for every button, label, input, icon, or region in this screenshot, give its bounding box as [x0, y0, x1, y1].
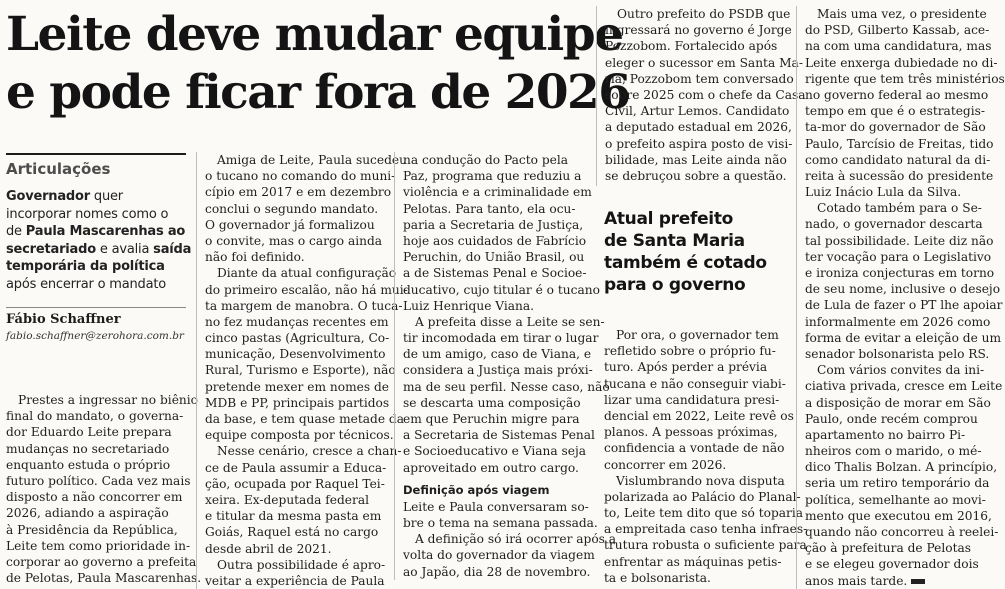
body-column-3 [394, 152, 617, 580]
text-line: a Secretaria de Sistemas Penal [403, 428, 595, 443]
text-line: a disposição de morar em São [805, 395, 991, 410]
summary-emphasis: Paula Mascarenhas ao [25, 224, 186, 239]
text-line: bilidade, mas Leite ainda não [605, 152, 787, 167]
text-line: ce de Paula assumir a Educa- [205, 460, 387, 475]
pull-quote [604, 208, 784, 296]
text-line: na condução do Pacto pela [403, 153, 569, 167]
summary-text: de [6, 224, 26, 239]
pull-quote-line: Atual prefeito [604, 209, 734, 229]
text-line: Leite enxerga dubiedade no di- [805, 55, 998, 70]
text-line: apartamento no bairro Pi- [805, 427, 966, 442]
text-line: ingressará no governo é Jorge [605, 23, 792, 38]
text-line: Pelotas. Para tanto, ela ocu- [403, 201, 576, 216]
headline-line: e pode ficar fora de 2026 [6, 65, 630, 120]
byline [6, 307, 186, 342]
text-line: conclui o segundo mandato. [205, 201, 379, 216]
text-line: a de Sistemas Penal e Socioe- [403, 266, 587, 281]
text-line: de seu nome, inclusive o desejo [805, 282, 1001, 297]
text-line: e titular da mesma pasta em [205, 509, 382, 524]
text-line: o tucano no comando do muni- [205, 169, 396, 184]
text-line: forma de evitar a eleição de um [805, 330, 1002, 345]
section-label: Articulações [6, 153, 186, 180]
text-line: anos mais tarde. [805, 573, 1003, 589]
text-line: ciativa privada, cresce em Leite [805, 379, 1003, 394]
text-line: como candidato natural da di- [805, 152, 991, 167]
text-line: informalmente em 2026 como [805, 314, 991, 329]
text-line: xeira. Ex-deputada federal [205, 492, 369, 507]
text-line: e Socioeducativo e Viana seja [403, 444, 587, 459]
text-line: equipe composta por técnicos. [205, 428, 394, 443]
summary-line [6, 223, 186, 241]
text-line: no fez mudanças recentes em [205, 314, 389, 329]
text-line: trutura robusta o suficiente para [604, 538, 807, 553]
text-line: dencial em 2022, Leite revê os [604, 408, 794, 423]
text-line: rigente que tem três ministérios [805, 71, 1005, 86]
text-line: pretende mexer em nomes de [205, 379, 389, 394]
summary-text: incorporar nomes como o [6, 206, 169, 222]
text-line: o prefeito aspira posto de visi- [605, 136, 793, 151]
text-line: aproveitado em outro cargo. [403, 460, 579, 475]
text-line: nado, o governador descarta [805, 217, 983, 232]
text-line: de Lula de fazer o PT lhe apoiar [805, 298, 1003, 313]
body-column-1 [6, 392, 202, 586]
text-line: confidencia a vontade de não [604, 441, 785, 456]
text-line: 2026, adiando a aspiração [6, 506, 169, 521]
text-line: paria a Secretaria de Justiça, [403, 217, 584, 232]
text-line: hoje aos cuidados de Fabrício [403, 233, 587, 248]
summary-emphasis: temporária da política [6, 259, 165, 274]
text-line: Nesse cenário, cresce a chan- [217, 444, 402, 459]
text-line: à Presidência da República, [6, 522, 178, 537]
text-line: quando não concorreu à reelei- [805, 525, 999, 539]
summary-text: quer [89, 189, 123, 204]
pull-quote-line: de Santa Maria [604, 231, 745, 251]
text-line: polarizada ao Palácio do Planal- [604, 489, 801, 504]
text-line: do PSD, Gilberto Kassab, ace- [805, 23, 990, 38]
summary-text: após encerrar o mandato [6, 276, 166, 292]
headline [6, 6, 630, 122]
author-name: Fábio Schaffner [6, 312, 121, 327]
text-line: de Pelotas, Paula Mascarenhas. [6, 571, 202, 586]
text-line: tucana e não conseguir viabi- [604, 376, 786, 391]
text-line: Amiga de Leite, Paula sucedeu [217, 153, 407, 167]
text-line: bre o tema na semana passada. [403, 515, 598, 530]
text-line: Paulo, onde recém comprou [805, 411, 978, 426]
text-line: desde abril de 2021. [205, 541, 332, 556]
summary-line [6, 258, 186, 276]
text-line: mento que executou em 2016, [805, 508, 992, 523]
text-line: Com vários convites da ini- [817, 363, 985, 378]
end-of-article-mark [911, 579, 925, 584]
text-line: volta do governador da viagem [403, 548, 595, 563]
text-line: nheiros com o marido, o mé- [805, 444, 982, 459]
text-line: sobre 2025 com o chefe da Casa [605, 87, 806, 102]
text-line: Paulo, Tarcísio de Freitas, tido [805, 136, 994, 151]
text-line: Diante da atual configuração [217, 266, 397, 281]
text-line: cípio em 2017 e em dezembro [205, 185, 392, 200]
text-line: enfrentar as máquinas petis- [604, 554, 782, 569]
text-line: Paz, programa que reduziu a [403, 169, 582, 184]
pull-quote-line: também é cotado [604, 253, 767, 273]
summary-text: e avalia [95, 241, 154, 257]
text-line: disposto a não concorrer em [6, 490, 183, 505]
text-line: Vislumbrando nova disputa [616, 473, 785, 488]
text-line: ria, Pozzobom tem conversado [605, 71, 794, 86]
text-line: cinco pastas (Agricultura, Co- [205, 331, 390, 346]
text-line: a deputado estadual em 2026, [605, 120, 792, 135]
text-line: refletido sobre o próprio fu- [604, 344, 776, 359]
text-line: corporar ao governo a prefeita [6, 554, 197, 569]
summary [6, 188, 192, 293]
text-line: Peruchin, do União Brasil, ou [403, 250, 585, 265]
text-line: Cotado também para o Se- [817, 201, 982, 216]
text-line: tir incomodada em tirar o lugar [403, 331, 599, 346]
text-line: Luiz Inácio Lula da Silva. [805, 185, 962, 200]
text-line: reita à sucessão do presidente [805, 168, 994, 183]
text-line: A definição só irá ocorrer após a [415, 532, 617, 547]
summary-line [6, 188, 186, 206]
text-line: no governo federal ao mesmo [805, 87, 989, 102]
text-line: e se elegeu governador dois [805, 557, 979, 572]
summary-emphasis: secretariado [6, 241, 96, 257]
text-line: seria um retiro temporário da [805, 476, 990, 491]
text-line: em que Peruchin migre para [403, 412, 580, 426]
text-line: Rural, Turismo e Esporte), não [205, 363, 396, 378]
text-line: violência e a criminalidade em [403, 185, 592, 200]
text-line: municação, Desenvolvimento [205, 347, 386, 362]
text-line: o convite, mas o cargo ainda [205, 233, 383, 248]
text-line: concorrer em 2026. [604, 457, 727, 472]
text-line: ter vocação para o Legislativo [805, 249, 992, 264]
headline-line: Leite deve mudar equipe [6, 7, 623, 62]
text-line: to, Leite tem dito que só toparia [604, 506, 804, 521]
body-column-4-bottom [604, 327, 808, 586]
text-line: Goiás, Raquel está no cargo [205, 525, 379, 540]
text-line: veitar a experiência de Paula [205, 573, 385, 588]
text-line: Outro prefeito do PSDB que [617, 7, 791, 21]
text-line: e ironiza conjecturas em torno [805, 266, 995, 280]
text-line: tal possibilidade. Leite diz não [805, 233, 994, 248]
text-line: do primeiro escalão, não há mui- [205, 282, 408, 297]
text-line: ao Japão, dia 28 de novembro. [403, 564, 591, 579]
text-line: O governador já formalizou [205, 217, 375, 232]
text-line: a empreitada caso tenha infraes- [604, 522, 808, 537]
text-line: ta e bolsonarista. [604, 570, 711, 585]
text-line: ta margem de manobra. O tuca- [205, 298, 403, 313]
text-line: Pozzobom. Fortalecido após [605, 39, 778, 54]
text-line: ta-mor do governador de São [805, 120, 986, 135]
text-line: futuro político. Cada vez mais [6, 473, 191, 488]
text-line: lizar uma candidatura presi- [604, 392, 780, 407]
text-line: não foi definido. [205, 250, 305, 265]
text-line: de um amigo, caso de Viana, e [403, 347, 592, 362]
text-line: turo. Após perder a prévia [604, 360, 768, 375]
text-line: planos. A pessoas próximas, [604, 425, 778, 440]
summary-line [6, 276, 186, 294]
subhead: Definição após viagem [403, 482, 550, 497]
text-line: Mais uma vez, o presidente [817, 7, 987, 21]
text-line: mudanças no secretariado [6, 441, 170, 456]
text-line: Por ora, o governador tem [616, 328, 779, 342]
text-line: eleger o sucessor em Santa Ma- [605, 55, 803, 70]
text-line: Civil, Artur Lemos. Candidato [605, 104, 790, 119]
text-line: tempo em que é o estrategis- [805, 104, 985, 119]
text-line: Luiz Henrique Viana. [403, 298, 535, 313]
text-line: MDB e PP, principais partidos [205, 395, 390, 410]
text-line: se descarta uma composição [403, 395, 581, 410]
text-line: ma de seu perfil. Nesse caso, não [403, 379, 610, 394]
text-line: Outra possibilidade é apro- [217, 557, 386, 572]
sidebar [6, 153, 192, 342]
text-line: dico Thalis Bolzan. A princípio, [805, 460, 998, 475]
text-line: final do mandato, o governa- [6, 409, 184, 424]
summary-emphasis: Governador [6, 189, 90, 204]
text-line: da base, e tem quase metade da [205, 412, 404, 426]
text-line: senador bolsonarista pelo RS. [805, 346, 990, 361]
text-line: Leite tem como prioridade in- [6, 538, 191, 553]
text-line: enquanto estuda o próprio [6, 457, 171, 472]
body-column-4-top [596, 6, 806, 186]
text-line: Prestes a ingressar no biênio [18, 393, 198, 407]
text-line: na com uma candidatura, mas [805, 39, 992, 54]
text-line: se debruçou sobre a questão. [605, 168, 787, 183]
text-line: Leite e Paula conversaram so- [403, 499, 589, 514]
body-column-5 [796, 6, 1003, 589]
summary-emphasis: saída [153, 241, 192, 257]
text-line: ção, ocupada por Raquel Tei- [205, 476, 385, 491]
body-column-2 [196, 152, 408, 589]
summary-line [6, 241, 192, 259]
text-line: considera a Justiça mais próxi- [403, 363, 593, 378]
text-line: A prefeita disse a Leite se sen- [415, 314, 605, 329]
text-line: dor Eduardo Leite prepara [6, 425, 172, 440]
text-line: ção à prefeitura de Pelotas [805, 541, 972, 556]
text-line: política, semelhante ao movi- [805, 492, 986, 507]
text-line: ducativo, cujo titular é o tucano [403, 282, 600, 297]
summary-line [6, 206, 186, 224]
pull-quote-line: para o governo [604, 275, 746, 295]
author-email[interactable]: fabio.schaffner@zerohora.com.br [6, 330, 184, 342]
